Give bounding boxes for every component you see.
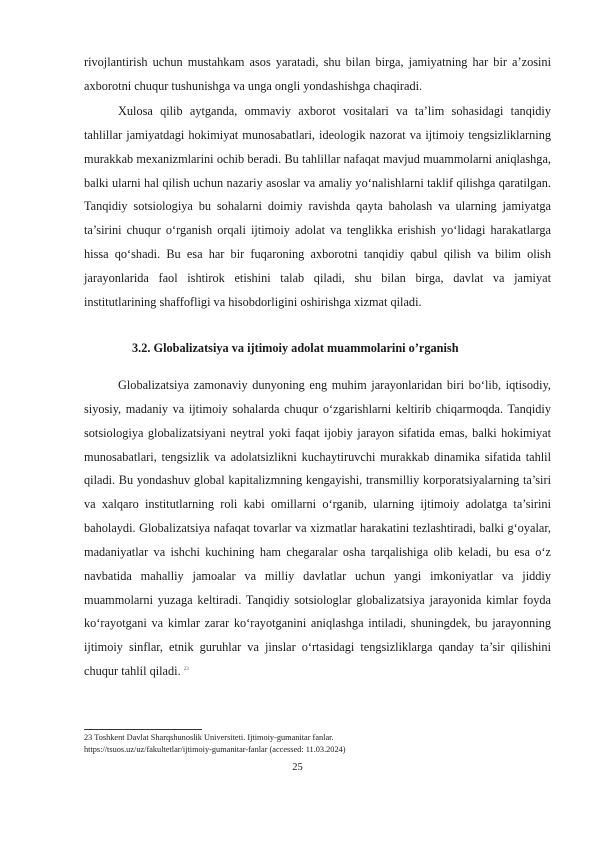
page-number: 25 xyxy=(292,762,303,773)
paragraph-globalization-text: Globalizatsiya zamonaviy dunyoning eng muhim jarayonlaridan biri bo‘lib, iqtisodiy, siyosiy, madaniy va ijtimoiy sohalarda chuqur o‘zgarishlarni keltirib chiqarmoqda. Tanqidiy sotsiologiya globalizatsiyani neytral yoki faqat ijobiy jarayon sifatida emas, balki hokimiyat munosabatlari, tengsizlik va adolatsizlikni kuchaytiruvchi murakkab dinamika sifatida tahlil qiladi. Bu yondashuv global kapitalizmning kengayishi, transmilliy korporatsiyalarning ta’siri va xalqaro institutlarning roli kabi omillarni o‘rganib, ularning ijtimoiy adolatga ta’sirini baholaydi. Globalizatsiya nafaqat tovarlar va xizmatlar harakatini tezlashtiradi, balki g‘oyalar, madaniyatlar va ishchi kuchining ham chegaralar osha tarqalishiga olib keladi, bu esa o‘z navbatida mahalliy jamoalar va milliy davlatlar uchun yangi imkoniyatlar va jiddiy muammolarni yuzaga keltiradi. Tanqidiy sotsiologlar globalizatsiya jarayonida kimlar foyda ko‘rayotgani va kimlar zarar ko‘rayotganini aniqlashga intiladi, shuningdek, bu jarayonning ijtimoiy sinflar, etnik guruhlar va jinslar o‘rtasidagi tengsizliklarga qanday ta’sir qilishini chuqur tahlil qiladi. xyxy=(84,378,551,679)
footnote-divider xyxy=(84,729,202,730)
footnote-url[interactable]: https://tsuos.uz/uz/fakultetlar/ijtimoiy-gumanitar-fanlar (accessed: 11.03.2024) xyxy=(84,745,346,754)
paragraph-globalization xyxy=(84,374,551,684)
section-heading: 3.2. Globalizatsiya va ijtimoiy adolat muammolarini o’rganish xyxy=(132,341,459,355)
footnote-source: 23 Toshkent Davlat Sharqshunoslik Universiteti. Ijtimoiy-gumanitar fanlar. xyxy=(84,733,334,742)
paragraph-continuation-text: rivojlantirish uchun mustahkam asos yaratadi, shu bilan birga, jamiyatning har bir a’zosini axborotni chuqur tushunishga va unga ongli yondashishga chaqiradi. xyxy=(84,55,551,93)
paragraph-conclusion-text: Xulosa qilib aytganda, ommaviy axborot vositalari va ta’lim sohasidagi tanqidiy tahlillar jamiyatdagi hokimiyat munosabatlari, ideologik nazorat va ijtimoiy tengsizliklarning murakkab mexanizmlarini ochib beradi. Bu tahlillar nafaqat mavjud muammolarni aniqlashga, balki ularni hal qilish uchun nazariy asoslar va amaliy yo‘nalishlarni taklif qilishga qaratilgan. Tanqidiy sotsiologiya bu sohalarni doimiy ravishda qayta baholash va ularning jamiyatga ta’sirini chuqur o‘rganish orqali ijtimoiy adolat va tenglikka erishish yo‘lidagi harakatlarga hissa qo‘shadi. Bu esa har bir fuqaroning axborotni tanqidiy qabul qilish va bilim olish jarayonlarida faol ishtirok etishini talab qiladi, shu bilan birga, davlat va jamiyat institutlarining shaffofligi va hisobdorligini oshirishga xizmat qiladi. xyxy=(84,104,551,309)
paragraph-continuation xyxy=(84,51,551,99)
footnote-reference[interactable]: 23 xyxy=(183,667,189,673)
paragraph-conclusion xyxy=(84,100,551,315)
